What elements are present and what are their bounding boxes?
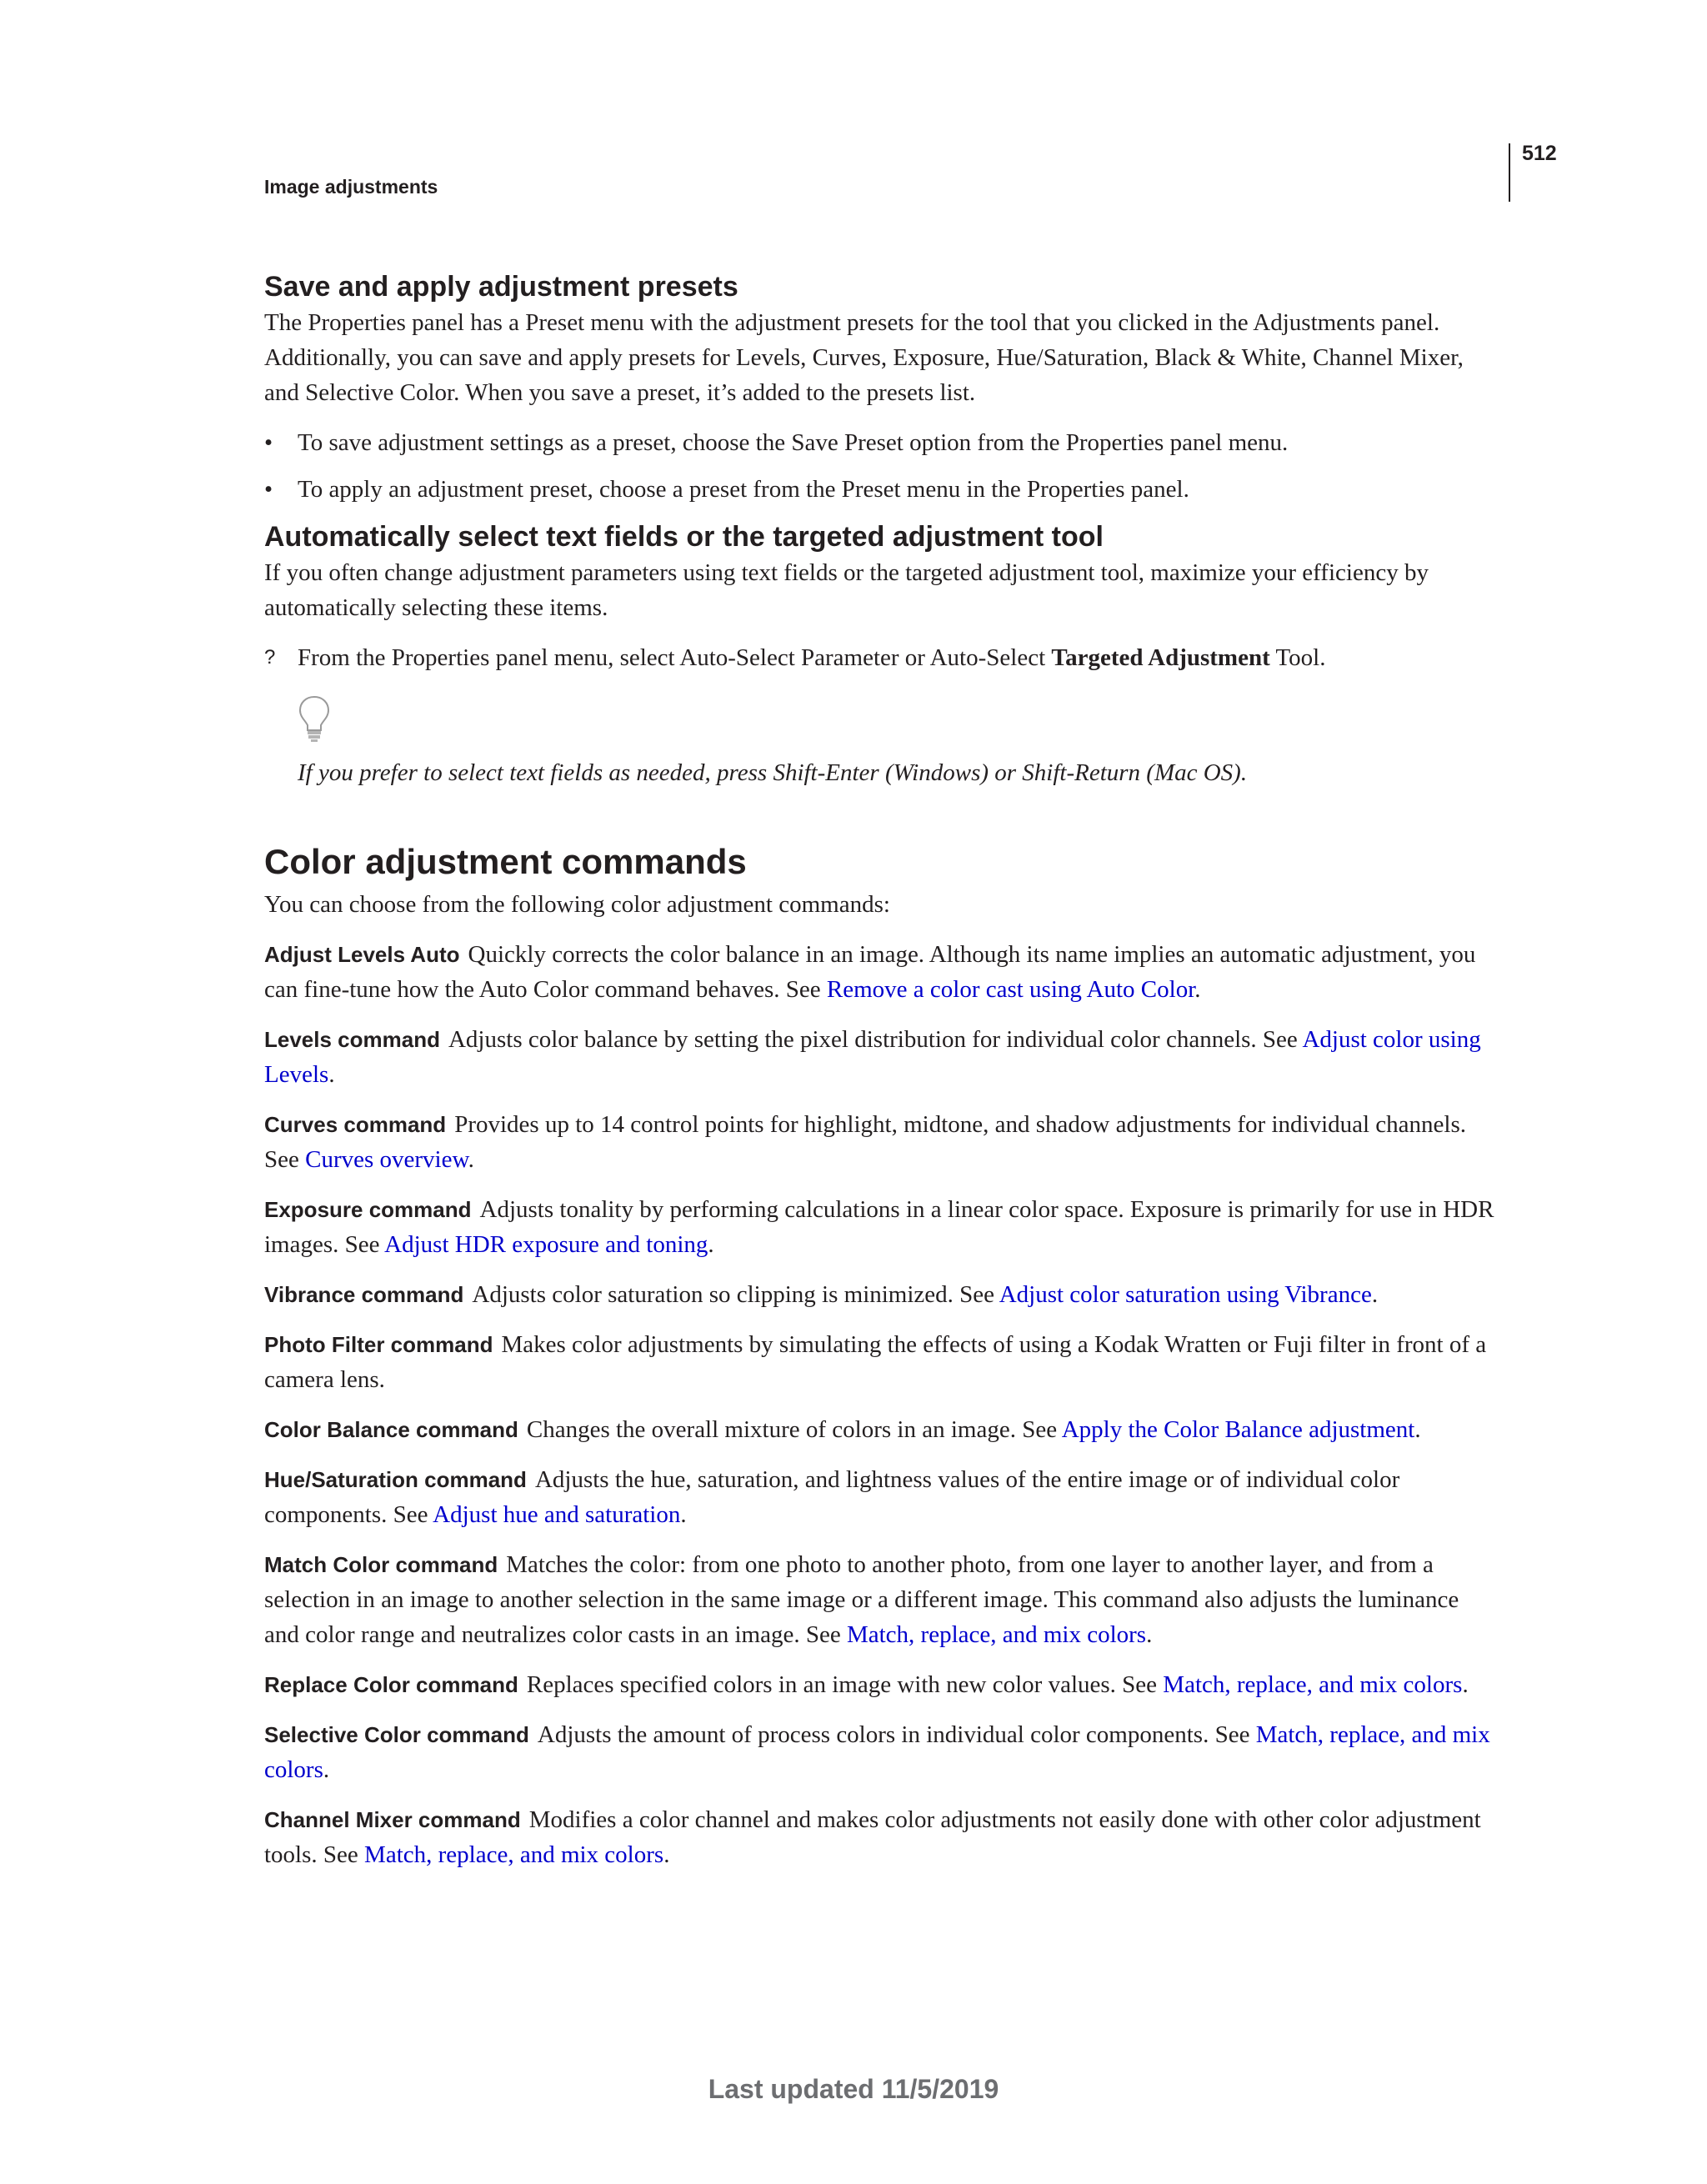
cross-reference-link[interactable]: Apply the Color Balance adjustment <box>1061 1416 1415 1443</box>
tip-text: If you prefer to select text fields as needed, press Shift-Enter (Windows) or Shift-Return (Mac OS). <box>298 759 1248 786</box>
term-name: Vibrance command <box>264 1282 464 1307</box>
term-list <box>264 937 1498 1872</box>
presets-body: The Properties panel has a Preset menu with the adjustment presets for the tool that you clicked in the Adjustments panel. Additionally, you can save and apply presets for Levels, Curves, Exposure, Hue/Saturation, Black & White, Channel Mixer, and Selective Color. When you save a preset, it’s added to the presets list. <box>264 309 1464 406</box>
bullet-mark: • <box>264 476 273 503</box>
term-name: Curves command <box>264 1112 447 1137</box>
term-description: Changes the overall mixture of colors in an image. See <box>526 1416 1062 1443</box>
term-entry <box>264 1022 1498 1092</box>
term-entry <box>264 1327 1498 1397</box>
term-description: Provides up to 14 control points for highlight, midtone, and shadow adjustments for individual channels. See <box>264 1111 1467 1173</box>
cross-reference-link[interactable]: Adjust HDR exposure and toning <box>384 1231 708 1258</box>
term-tail: . <box>323 1756 330 1783</box>
step-text-before: From the Properties panel menu, select Auto-Select Parameter or Auto-Select <box>298 644 1052 671</box>
term-name: Match Color command <box>264 1552 498 1577</box>
bullet-text: To save adjustment settings as a preset, choose the Save Preset option from the Properties panel menu. <box>298 429 1289 456</box>
term-description: Matches the color: from one photo to another photo, from one layer to another layer, and from a selection in an image to another selection in the same image or a different image. This command also adjusts the luminance and color range and neutralizes color casts in an image. See <box>264 1551 1459 1648</box>
term-name: Photo Filter command <box>264 1332 493 1357</box>
term-tail: . <box>1146 1621 1153 1648</box>
cross-reference-link[interactable]: Adjust color using Levels <box>264 1026 1481 1088</box>
term-name: Adjust Levels Auto <box>264 942 460 967</box>
term-entry <box>264 1107 1498 1177</box>
term-description: Adjusts tonality by performing calculations in a linear color space. Exposure is primarily for use in HDR images. See <box>264 1196 1494 1258</box>
term-entry <box>264 1547 1498 1652</box>
cross-reference-link[interactable]: Match, replace, and mix colors <box>1163 1671 1463 1698</box>
term-entry <box>264 1412 1498 1447</box>
term-tail: . <box>328 1061 335 1088</box>
term-tail: . <box>708 1231 714 1258</box>
term-entry <box>264 1192 1498 1262</box>
step-item <box>264 640 1498 675</box>
term-tail: . <box>1194 976 1201 1003</box>
cross-reference-link[interactable]: Curves overview <box>305 1146 468 1173</box>
term-tail: . <box>680 1501 687 1528</box>
term-entry <box>264 1717 1498 1787</box>
header-rule <box>1509 143 1510 202</box>
step-text-bold: Targeted Adjustment <box>1051 644 1270 671</box>
page-content <box>264 268 1498 1872</box>
term-entry <box>264 1802 1498 1872</box>
presets-bullet-list <box>264 425 1498 507</box>
term-tail: . <box>1371 1281 1379 1308</box>
cross-reference-link[interactable]: Adjust color saturation using Vibrance <box>999 1281 1372 1308</box>
term-entry <box>264 1462 1498 1532</box>
footer-last-updated: Last updated 11/5/2019 <box>708 2074 999 2104</box>
term-entry <box>264 1277 1498 1312</box>
term-name: Channel Mixer command <box>264 1807 521 1832</box>
term-tail: . <box>1414 1416 1421 1443</box>
step-text-after: Tool. <box>1269 644 1326 671</box>
term-description: Makes color adjustments by simulating the effects of using a Kodak Wratten or Fuji filter in front of a camera lens. <box>264 1331 1487 1393</box>
list-item <box>264 472 1498 507</box>
term-name: Exposure command <box>264 1197 472 1222</box>
term-tail: . <box>468 1146 474 1173</box>
cross-reference-link[interactable]: Match, replace, and mix colors <box>846 1621 1147 1648</box>
section-title-presets: Save and apply adjustment presets <box>264 271 738 303</box>
section-title-autoselect: Automatically select text fields or the targeted adjustment tool <box>264 521 1104 553</box>
term-description: Adjusts color saturation so clipping is minimized. See <box>472 1281 999 1308</box>
term-description: Modifies a color channel and makes color adjustments not easily done with other color adjustment tools. See <box>264 1806 1481 1868</box>
color-intro: You can choose from the following color adjustment commands: <box>264 891 890 918</box>
page-number: 512 <box>1522 142 1557 165</box>
lightbulb-icon <box>298 694 331 744</box>
term-description: Quickly corrects the color balance in an image. Although its name implies an automatic adjustment, you can fine-tune how the Auto Color command behaves. See <box>264 941 1476 1003</box>
term-name: Selective Color command <box>264 1722 529 1747</box>
term-name: Replace Color command <box>264 1672 518 1697</box>
cross-reference-link[interactable]: Remove a color cast using Auto Color <box>826 976 1195 1003</box>
term-name: Hue/Saturation command <box>264 1467 527 1492</box>
section-title-color: Color adjustment commands <box>264 842 747 881</box>
term-tail: . <box>663 1841 670 1868</box>
cross-reference-link[interactable]: Adjust hue and saturation <box>433 1501 681 1528</box>
bullet-mark: • <box>264 429 273 456</box>
cross-reference-link[interactable]: Match, replace, and mix colors <box>364 1841 664 1868</box>
term-name: Color Balance command <box>264 1417 518 1442</box>
cross-reference-link[interactable]: Match, replace, and mix colors <box>264 1721 1490 1783</box>
bullet-text: To apply an adjustment preset, choose a preset from the Preset menu in the Properties panel. <box>298 476 1189 503</box>
running-head: Image adjustments <box>264 176 438 198</box>
term-description: Adjusts color balance by setting the pixel distribution for individual color channels. See <box>448 1026 1303 1053</box>
term-tail: . <box>1462 1671 1469 1698</box>
term-description: Adjusts the amount of process colors in individual color components. See <box>537 1721 1256 1748</box>
term-entry <box>264 937 1498 1007</box>
list-item <box>264 425 1498 460</box>
term-description: Adjusts the hue, saturation, and lightness values of the entire image or of individual color components. See <box>264 1466 1400 1528</box>
term-description: Replaces specified colors in an image with new color values. See <box>526 1671 1164 1698</box>
autoselect-body: If you often change adjustment parameters using text fields or the targeted adjustment tool, maximize your efficiency by automatically selecting these items. <box>264 559 1429 621</box>
term-entry <box>264 1667 1498 1702</box>
term-name: Levels command <box>264 1027 440 1052</box>
step-mark: ? <box>264 646 276 669</box>
